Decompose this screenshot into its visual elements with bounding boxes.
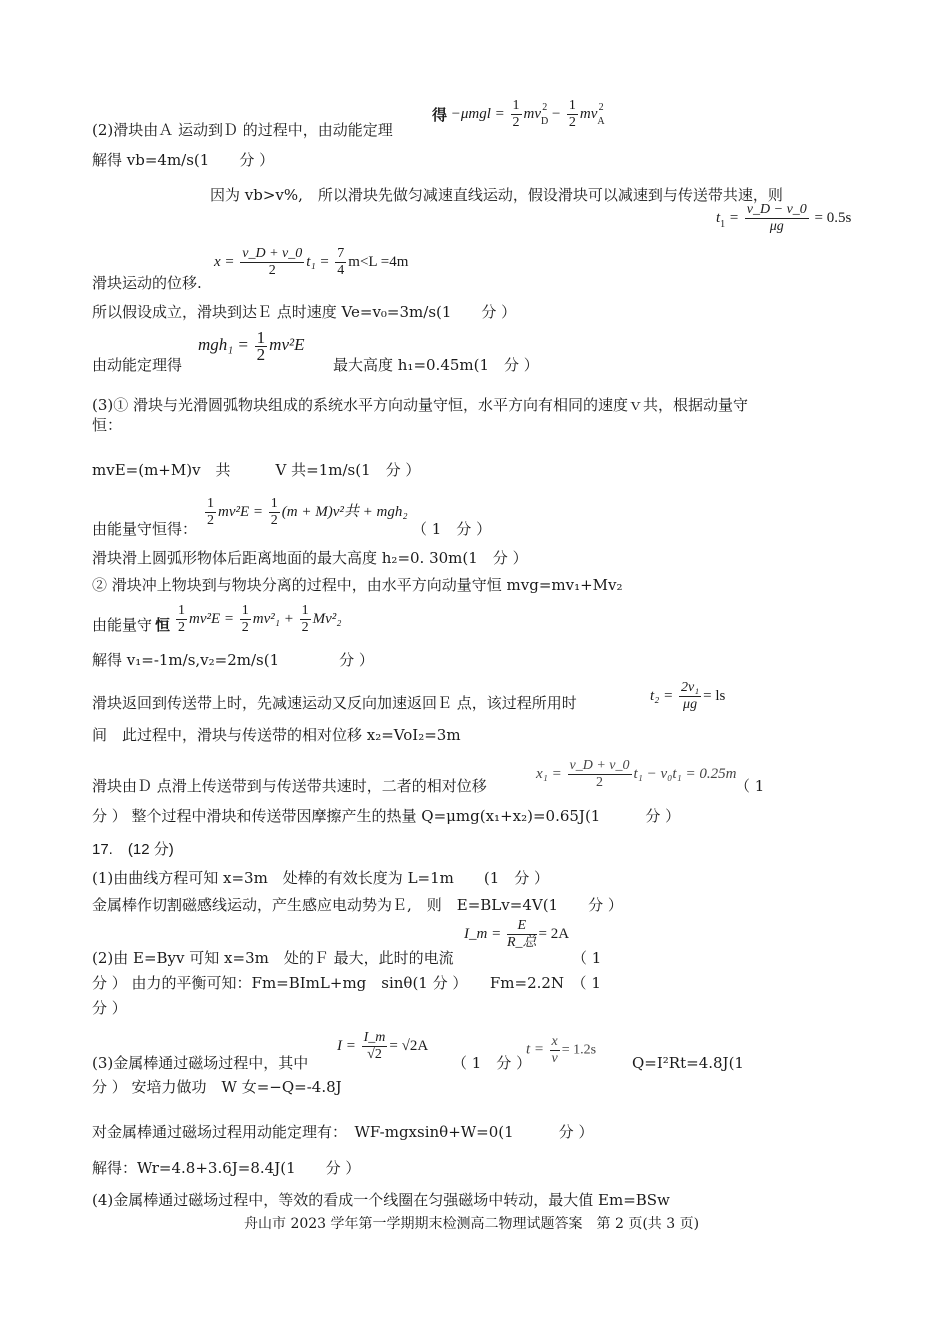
- text-line: (3)金属棒通过磁场过程中，其中: [92, 1054, 309, 1072]
- text-line: （ 1: [735, 777, 765, 795]
- text-line: （ 1: [572, 949, 602, 967]
- text-line: 解得 v₁=-1m/s,v₂=2m/s(1 分 ）: [92, 651, 374, 669]
- text-line: 滑块由Ｄ 点滑上传送带到与传送带共速时，二者的相对位移: [92, 777, 487, 795]
- text-line: 滑块返回到传送带上时，先减速运动又反向加速返回Ｅ 点，该过程所用时: [92, 694, 577, 712]
- equation-i-effective: I = $\frac{I\_m}{√2}$ = √2A: [337, 1030, 429, 1062]
- equation-kinetic-energy-theorem: 得 −μmgl = $\frac{1}{2}$ $mv_D^2$ − $\frac{1}{2}$ $mv_A^2$: [432, 98, 605, 130]
- text-line: 恒: [155, 616, 171, 634]
- text-line: 滑块运动的位移.: [92, 274, 202, 292]
- question-number: 17. (12 分): [92, 841, 174, 858]
- text-line: 滑块滑上圆弧形物体后距离地面的最大高度 h₂=0. 30m(1 分 ）: [92, 549, 528, 567]
- text-line: 分 ） 整个过程中滑块和传送带因摩擦产生的热量 Q=μmg(x₁+x₂)=0.65J(1 分 ）: [92, 807, 681, 825]
- text-line: (3)① 滑块与光滑圆弧物块组成的系统水平方向动量守恒，水平方向有相同的速度ｖ共，根据动量守: [92, 396, 749, 414]
- text-line: 间 此过程中，滑块与传送带的相对位移 x₂=VoI₂=3m: [92, 726, 461, 744]
- text-line: 最大高度 h₁=0.45m(1 分 ）: [333, 356, 539, 374]
- text-line: 恒：: [92, 416, 123, 434]
- text-line: 分 ）: [92, 999, 127, 1017]
- text-line: 由动能定理得: [92, 356, 183, 374]
- equation-energy-conservation-2: $\frac{1}{2}$ mv²E = $\frac{1}{2}$ mv²₁ + $\frac{1}{2}$ Mv²₂: [178, 603, 342, 635]
- text-line: 由能量守: [92, 616, 153, 634]
- equation-displacement: x = $\frac{v\_D + v\_0}{2}$ t₁ = $\frac{7}{4}$ m<L =4m: [214, 246, 409, 278]
- equation-time: t = $\frac{x}{v}$ = 1.2s: [526, 1034, 597, 1066]
- text-line: 因为 vb>v%, 所以滑块先做匀减速直线运动，假设滑块可以减速到与传送带共速，则: [210, 186, 783, 204]
- equation-t2: t₂ = $\frac{\text{2v₁}}{\mu g}$ = ls: [650, 680, 726, 712]
- equation-energy-conservation: $\frac{1}{2}$ mv²E = $\frac{1}{2}$ (m + M)v²共 + mgh₂: [207, 496, 408, 528]
- text-line: 所以假设成立，滑块到达Ｅ 点时速度 Ve=v₀=3m/s(1 分 ）: [92, 303, 517, 321]
- page-footer: 舟山市 2023 学年第一学期期末检测高二物理试题答案 第 2 页(共 3 页): [244, 1216, 700, 1232]
- text-line: 金属棒作切割磁感线运动，产生感应电动势为Ｅ, 则 E=BLv=4V(1 分 ）: [92, 896, 623, 914]
- equation-t1: $t_1$ = $\frac{v\_D - v\_0}{\mu g}$ = 0.5s: [716, 202, 852, 234]
- text-line: 由能量守恒得：: [92, 520, 198, 538]
- text-line: mvE=(m+M)v 共 V 共=1m/s(1 分 ）: [92, 461, 421, 479]
- text-line: (4)金属棒通过磁场过程中，等效的看成一个线圈在匀强磁场中转动，最大值 Em=BSw: [92, 1191, 670, 1209]
- equation-max-height: mgh₁ = $\frac{1}{2}$ mv²E: [198, 328, 305, 364]
- text-line: (1)由曲线方程可知 x=3m 处棒的有效长度为 L=1m (1 分 ）: [92, 869, 550, 887]
- text-line: 分 ） 由力的平衡可知：Fm=BImL+mg sinθ(1 分 ） Fm=2.2N （ 1: [92, 974, 601, 992]
- text-line: 分 ） 安培力做功 W 女=−Q=-4.8J: [92, 1078, 342, 1096]
- text-line: 对金属棒通过磁场过程用动能定理有： WF-mgxsinθ+W=0(1 分 ）: [92, 1123, 594, 1141]
- text-line: 解得：Wr=4.8+3.6J=8.4J(1 分 ）: [92, 1159, 361, 1177]
- equation-im: I_m = $\frac{E}{\text{R\_总}}$ = 2A: [464, 918, 570, 950]
- text-line: 解得 vb=4m/s(1 分 ）: [92, 151, 275, 169]
- text-line: （ 1 分 ）: [412, 520, 492, 538]
- text-line: ② 滑块冲上物块到与物块分离的过程中，由水平方向动量守恒 mvg=mv₁+Mv₂: [92, 576, 623, 594]
- text-line: (2)滑块由Ａ 运动到Ｄ 的过程中，由动能定理: [92, 121, 393, 139]
- text-line: （ 1 分 ）: [452, 1054, 532, 1072]
- equation-x1: x₁ = $\frac{v\_D + v\_0}{2}$ t₁ − v₀t₁ = 0.25m: [536, 758, 737, 790]
- text-line: Q=I²Rt=4.8J(1: [632, 1054, 744, 1072]
- text-line: (2)由 E=Byv 可知 x=3m 处的Ｆ 最大，此时的电流: [92, 949, 454, 967]
